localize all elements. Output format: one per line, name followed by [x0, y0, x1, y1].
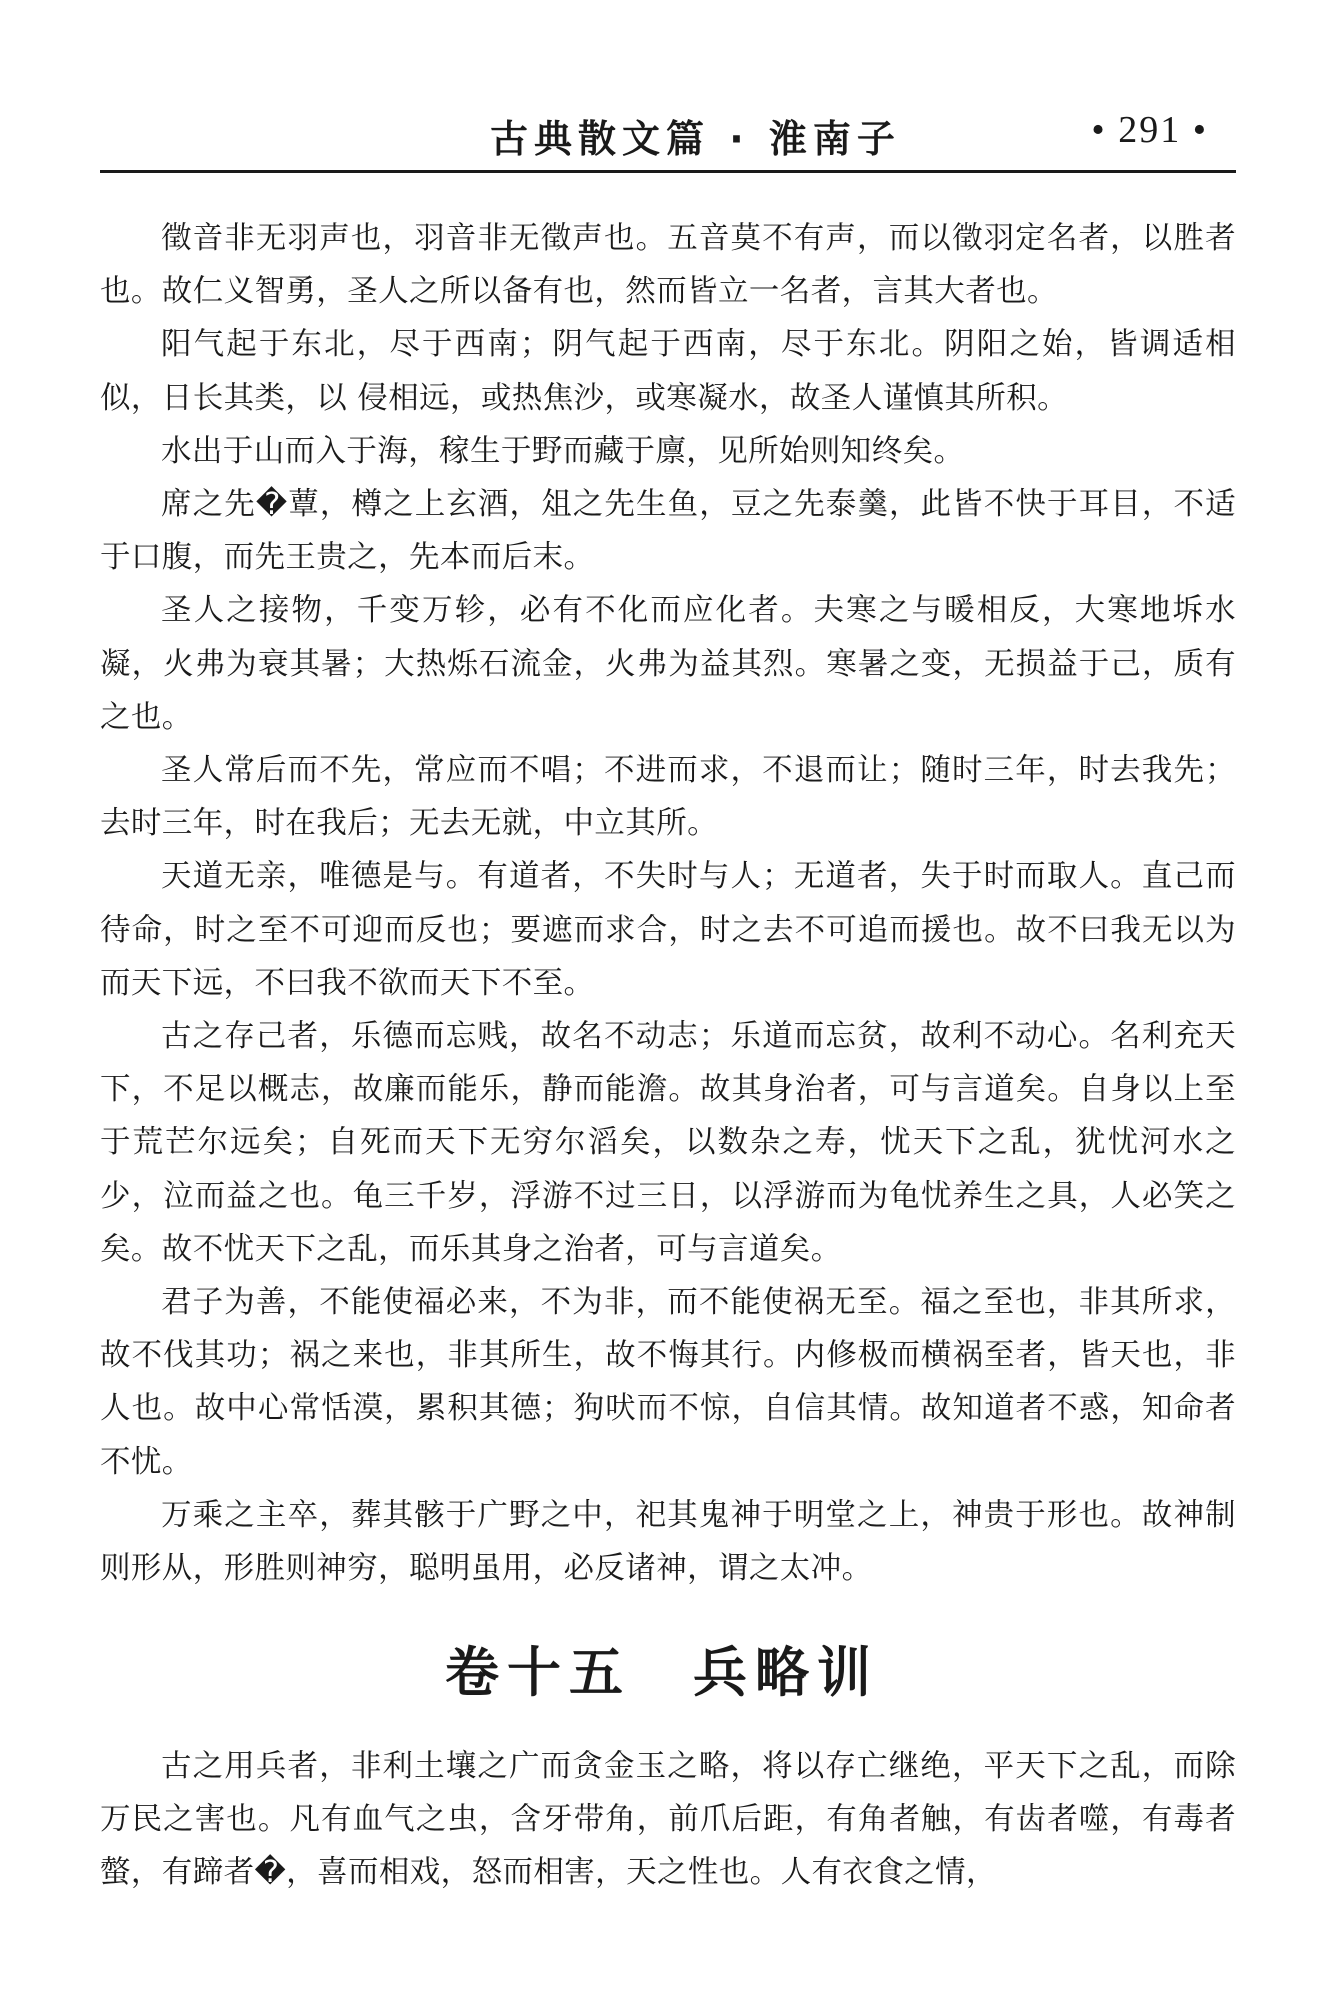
paragraph: 阳气起于东北，尽于西南；阴气起于西南，尽于东北。阴阳之始，皆调适相似，日长其类，以 侵相远，或热焦沙，或寒凝水，故圣人谨慎其所积。 — [100, 327, 1236, 416]
chapter-title: 卷十五 兵略训 — [445, 1641, 879, 1704]
main-text — [100, 212, 1236, 1595]
running-header — [100, 96, 1236, 173]
header-title: 古典散文篇 · 淮南子 — [490, 117, 901, 161]
paragraph: 君子为善，不能使福必来，不为非，而不能使祸无至。福之至也，非其所求，故不伐其功；祸之来也，非其所生，故不悔其行。内修极而横祸至者，皆天也，非人也。故中心常恬漠，累积其德；狗吠而不惊，自信其情。故知道者不惑，知命者不忧。 — [100, 1285, 1236, 1480]
paragraph: 徵音非无羽声也，羽音非无徵声也。五音莫不有声，而以徵羽定名者，以胜者也。故仁义智勇，圣人之所以备有也，然而皆立一名者，言其大者也。 — [100, 221, 1236, 310]
paragraph: 万乘之主卒，葬其骸于广野之中，祀其鬼神于明堂之上，神贵于形也。故神制则形从，形胜则神穷，聪明虽用，必反诸神，谓之太冲。 — [100, 1497, 1236, 1587]
paragraph: 圣人之接物，千变万轸，必有不化而应化者。夫寒之与暖相反，大寒地坼水凝，火弗为衰其暑；大热烁石流金，火弗为益其烈。寒暑之变，无损益于己，质有之也。 — [100, 593, 1236, 735]
paragraph: 圣人常后而不先，常应而不唱；不进而求，不退而让；随时三年，时去我先；去时三年，时在我后；无去无就，中立其所。 — [100, 753, 1236, 842]
paragraph: 席之先�蕈，樽之上玄酒，俎之先生鱼，豆之先泰羹，此皆不快于耳目，不适于口腹，而先王贵之，先本而后末。 — [100, 487, 1236, 576]
paragraph: 天道无亲，唯德是与。有道者，不失时与人；无道者，失于时而取人。直己而待命，时之至不可迎而反也；要遮而求合，时之去不可追而援也。故不曰我无以为而天下远，不曰我不欲而天下不至。 — [100, 859, 1236, 1001]
paragraph: 古之用兵者，非利土壤之广而贪金玉之略，将以存亡继绝，平天下之乱，而除万民之害也。凡有血气之虫，含牙带角，前爪后距，有角者触，有齿者噬，有毒者螫，有蹄者�，喜而相戏，怒而相害，天之性也。人有衣食之情， — [100, 1749, 1236, 1891]
page-number: • 291 • — [1091, 109, 1208, 151]
chapter-text — [100, 1740, 1236, 1900]
paragraph: 古之存己者，乐德而忘贱，故名不动志；乐道而忘贫，故利不动心。名利充天下，不足以概志，故廉而能乐，静而能澹。故其身治者，可与言道矣。自身以上至于荒芒尔远矣；自死而天下无穷尔滔矣，以数杂之寿，忧天下之乱，犹忧河水之少，泣而益之也。龟三千岁，浮游不过三日，以浮游而为龟忧养生之具，人必笑之矣。故不忧天下之乱，而乐其身之治者，可与言道矣。 — [100, 1019, 1236, 1267]
paragraph: 水出于山而入于海，稼生于野而藏于廪，见所始则知终矣。 — [161, 433, 965, 469]
